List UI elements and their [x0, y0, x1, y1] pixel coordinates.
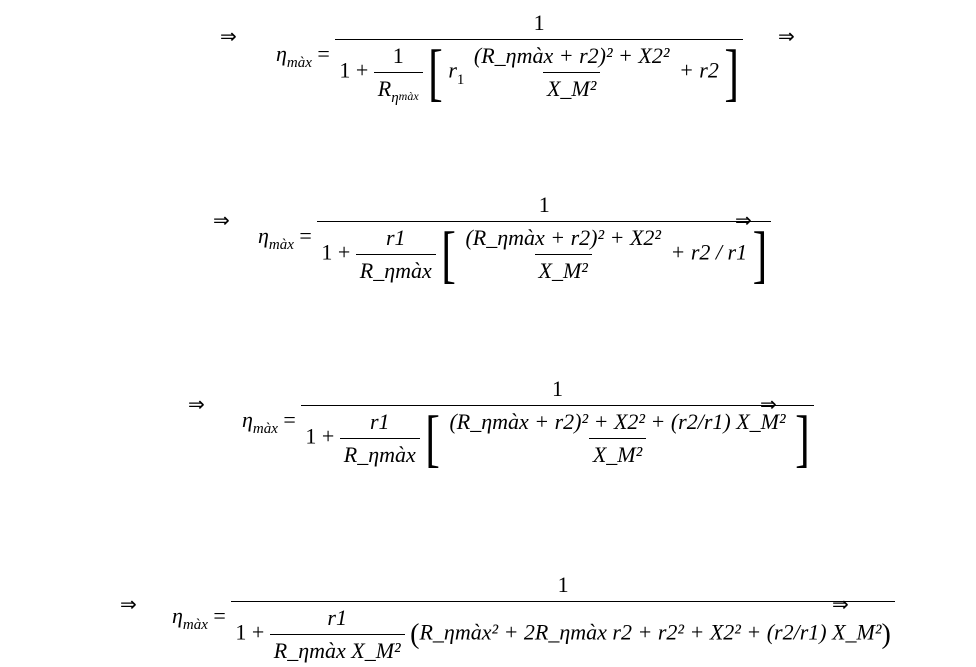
inner-denominator: X_M² [535, 254, 592, 284]
eta-subscript: màx [252, 421, 278, 438]
implies-arrow-left: ⇒ [120, 592, 137, 616]
right-bracket: ] [752, 218, 768, 290]
numerator-one: 1 [533, 10, 545, 35]
coef-numerator: r1 [385, 225, 406, 250]
coef-denominator: R_ηmàx X_M² [270, 634, 405, 664]
inner-fraction [470, 43, 674, 102]
denominator [301, 402, 813, 474]
right-bracket: ] [724, 36, 740, 108]
eta-symbol: η [242, 407, 253, 433]
inner-fraction [445, 409, 789, 468]
implies-arrow-right: ⇒ [778, 24, 795, 48]
coef-fraction [356, 225, 436, 284]
coef-denominator: R_ηmàx [356, 254, 436, 284]
coef-denominator: R_ηmàx [340, 438, 420, 468]
equation-4-body [172, 572, 895, 664]
equals-sign: = [283, 407, 296, 433]
one-plus: 1 + [321, 239, 351, 265]
inner-numerator: (R_ηmàx + r2)² + X2² [473, 43, 670, 68]
eta-symbol: η [276, 41, 287, 67]
paren-body: R_ηmàx² + 2R_ηmàx r2 + r2² + X2² + (r2/r1) X_M² [419, 619, 882, 645]
right-paren: ) [881, 618, 891, 650]
inner-tail: + r2 [678, 57, 719, 83]
left-bracket: [ [428, 36, 443, 108]
one-plus: 1 + [339, 57, 369, 83]
right-bracket: ] [795, 402, 810, 474]
coef-fraction [374, 43, 423, 106]
one-plus: 1 + [305, 423, 335, 449]
inner-tail: + r2 / r1 [670, 239, 748, 265]
left-bracket: [ [425, 402, 440, 474]
left-bracket: [ [441, 218, 456, 290]
equation-3-body [242, 376, 814, 474]
eta-subscript: màx [268, 237, 294, 254]
numerator-one: 1 [538, 192, 550, 217]
eta-symbol: η [258, 223, 269, 249]
implies-arrow-left: ⇒ [220, 24, 237, 48]
eta-subscript: màx [182, 617, 208, 634]
equation-1-body [276, 10, 743, 108]
inner-lead-sub: 1 [456, 71, 465, 88]
coef-denominator [374, 72, 423, 106]
implies-arrow-left: ⇒ [188, 392, 205, 416]
equals-sign: = [213, 603, 226, 629]
denominator [231, 601, 894, 664]
r-symbol: R [377, 76, 392, 101]
inner-numerator: (R_ηmàx + r2)² + X2² + (r2/r1) X_M² [449, 409, 786, 434]
denominator [317, 218, 771, 290]
eta-sub: η [391, 90, 399, 106]
coef-numerator: 1 [392, 43, 404, 68]
coef-fraction [270, 605, 405, 664]
inner-numerator: (R_ηmàx + r2)² + X2² [465, 225, 661, 250]
eta-subscript: màx [286, 55, 312, 72]
main-fraction [231, 572, 894, 664]
main-fraction [301, 376, 813, 474]
max-subsub: màx [398, 89, 419, 103]
implies-arrow-right: ⇒ [832, 592, 849, 616]
equals-sign: = [299, 223, 312, 249]
numerator-one: 1 [557, 572, 569, 597]
equals-sign: = [317, 41, 330, 67]
equation-2-body [258, 192, 771, 290]
left-paren: ( [410, 618, 420, 650]
inner-fraction [461, 225, 665, 284]
denominator [335, 36, 743, 108]
main-fraction [317, 192, 771, 290]
inner-lead: r [448, 57, 457, 83]
main-fraction [335, 10, 743, 108]
coef-numerator: r1 [369, 409, 390, 434]
one-plus: 1 + [235, 619, 265, 645]
eta-symbol: η [172, 603, 183, 629]
coef-numerator: r1 [327, 605, 347, 630]
inner-denominator: X_M² [589, 438, 646, 468]
implies-arrow-left: ⇒ [213, 208, 230, 232]
coef-fraction [340, 409, 420, 468]
numerator-one: 1 [552, 376, 564, 401]
implies-arrow-right: ⇒ [760, 392, 777, 416]
implies-arrow-right: ⇒ [735, 208, 752, 232]
inner-denominator: X_M² [543, 72, 600, 102]
